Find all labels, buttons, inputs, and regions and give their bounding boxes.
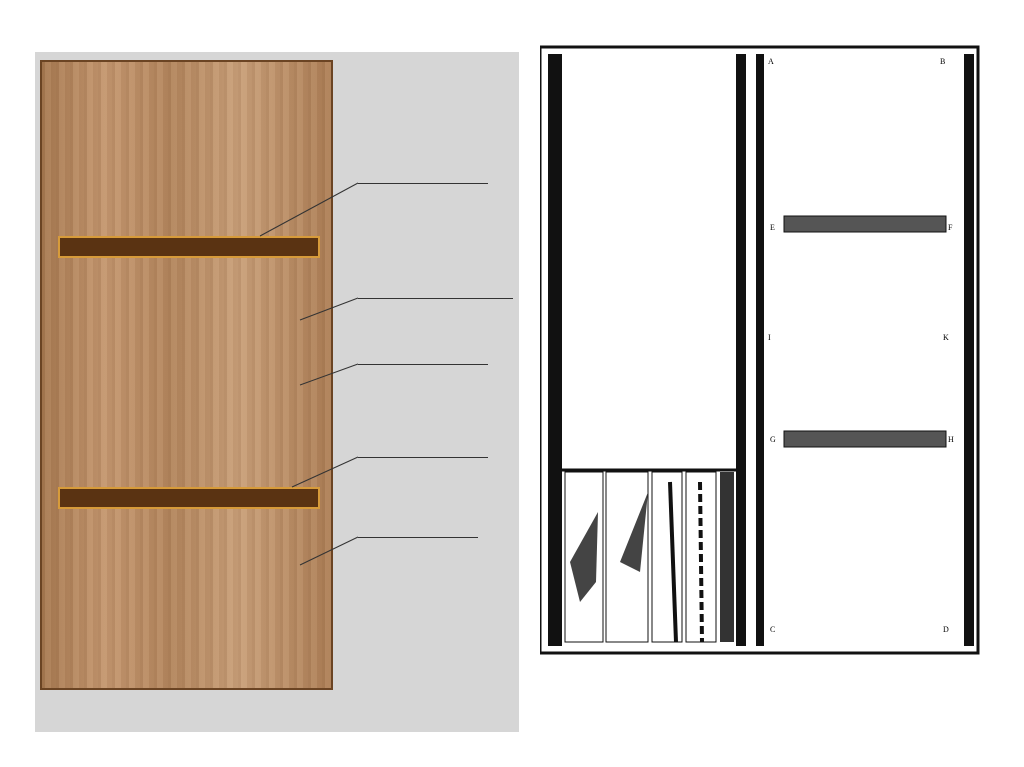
- leader-line: [300, 364, 358, 385]
- svg-text:H: H: [948, 435, 954, 444]
- leader-line: [292, 457, 358, 487]
- svg-text:C: C: [770, 625, 776, 634]
- svg-text:K: K: [943, 333, 949, 342]
- svg-text:I: I: [768, 333, 771, 342]
- leader-line: [300, 298, 358, 320]
- svg-text:B: B: [940, 57, 946, 66]
- leader-line: [260, 183, 358, 236]
- rhabdological-abacus-engraving: [540, 42, 980, 657]
- svg-text:D: D: [943, 625, 949, 634]
- leader-line: [300, 537, 358, 565]
- svg-text:E: E: [770, 223, 775, 232]
- svg-text:G: G: [770, 435, 776, 444]
- svg-text:F: F: [948, 223, 953, 232]
- svg-text:A: A: [768, 57, 774, 66]
